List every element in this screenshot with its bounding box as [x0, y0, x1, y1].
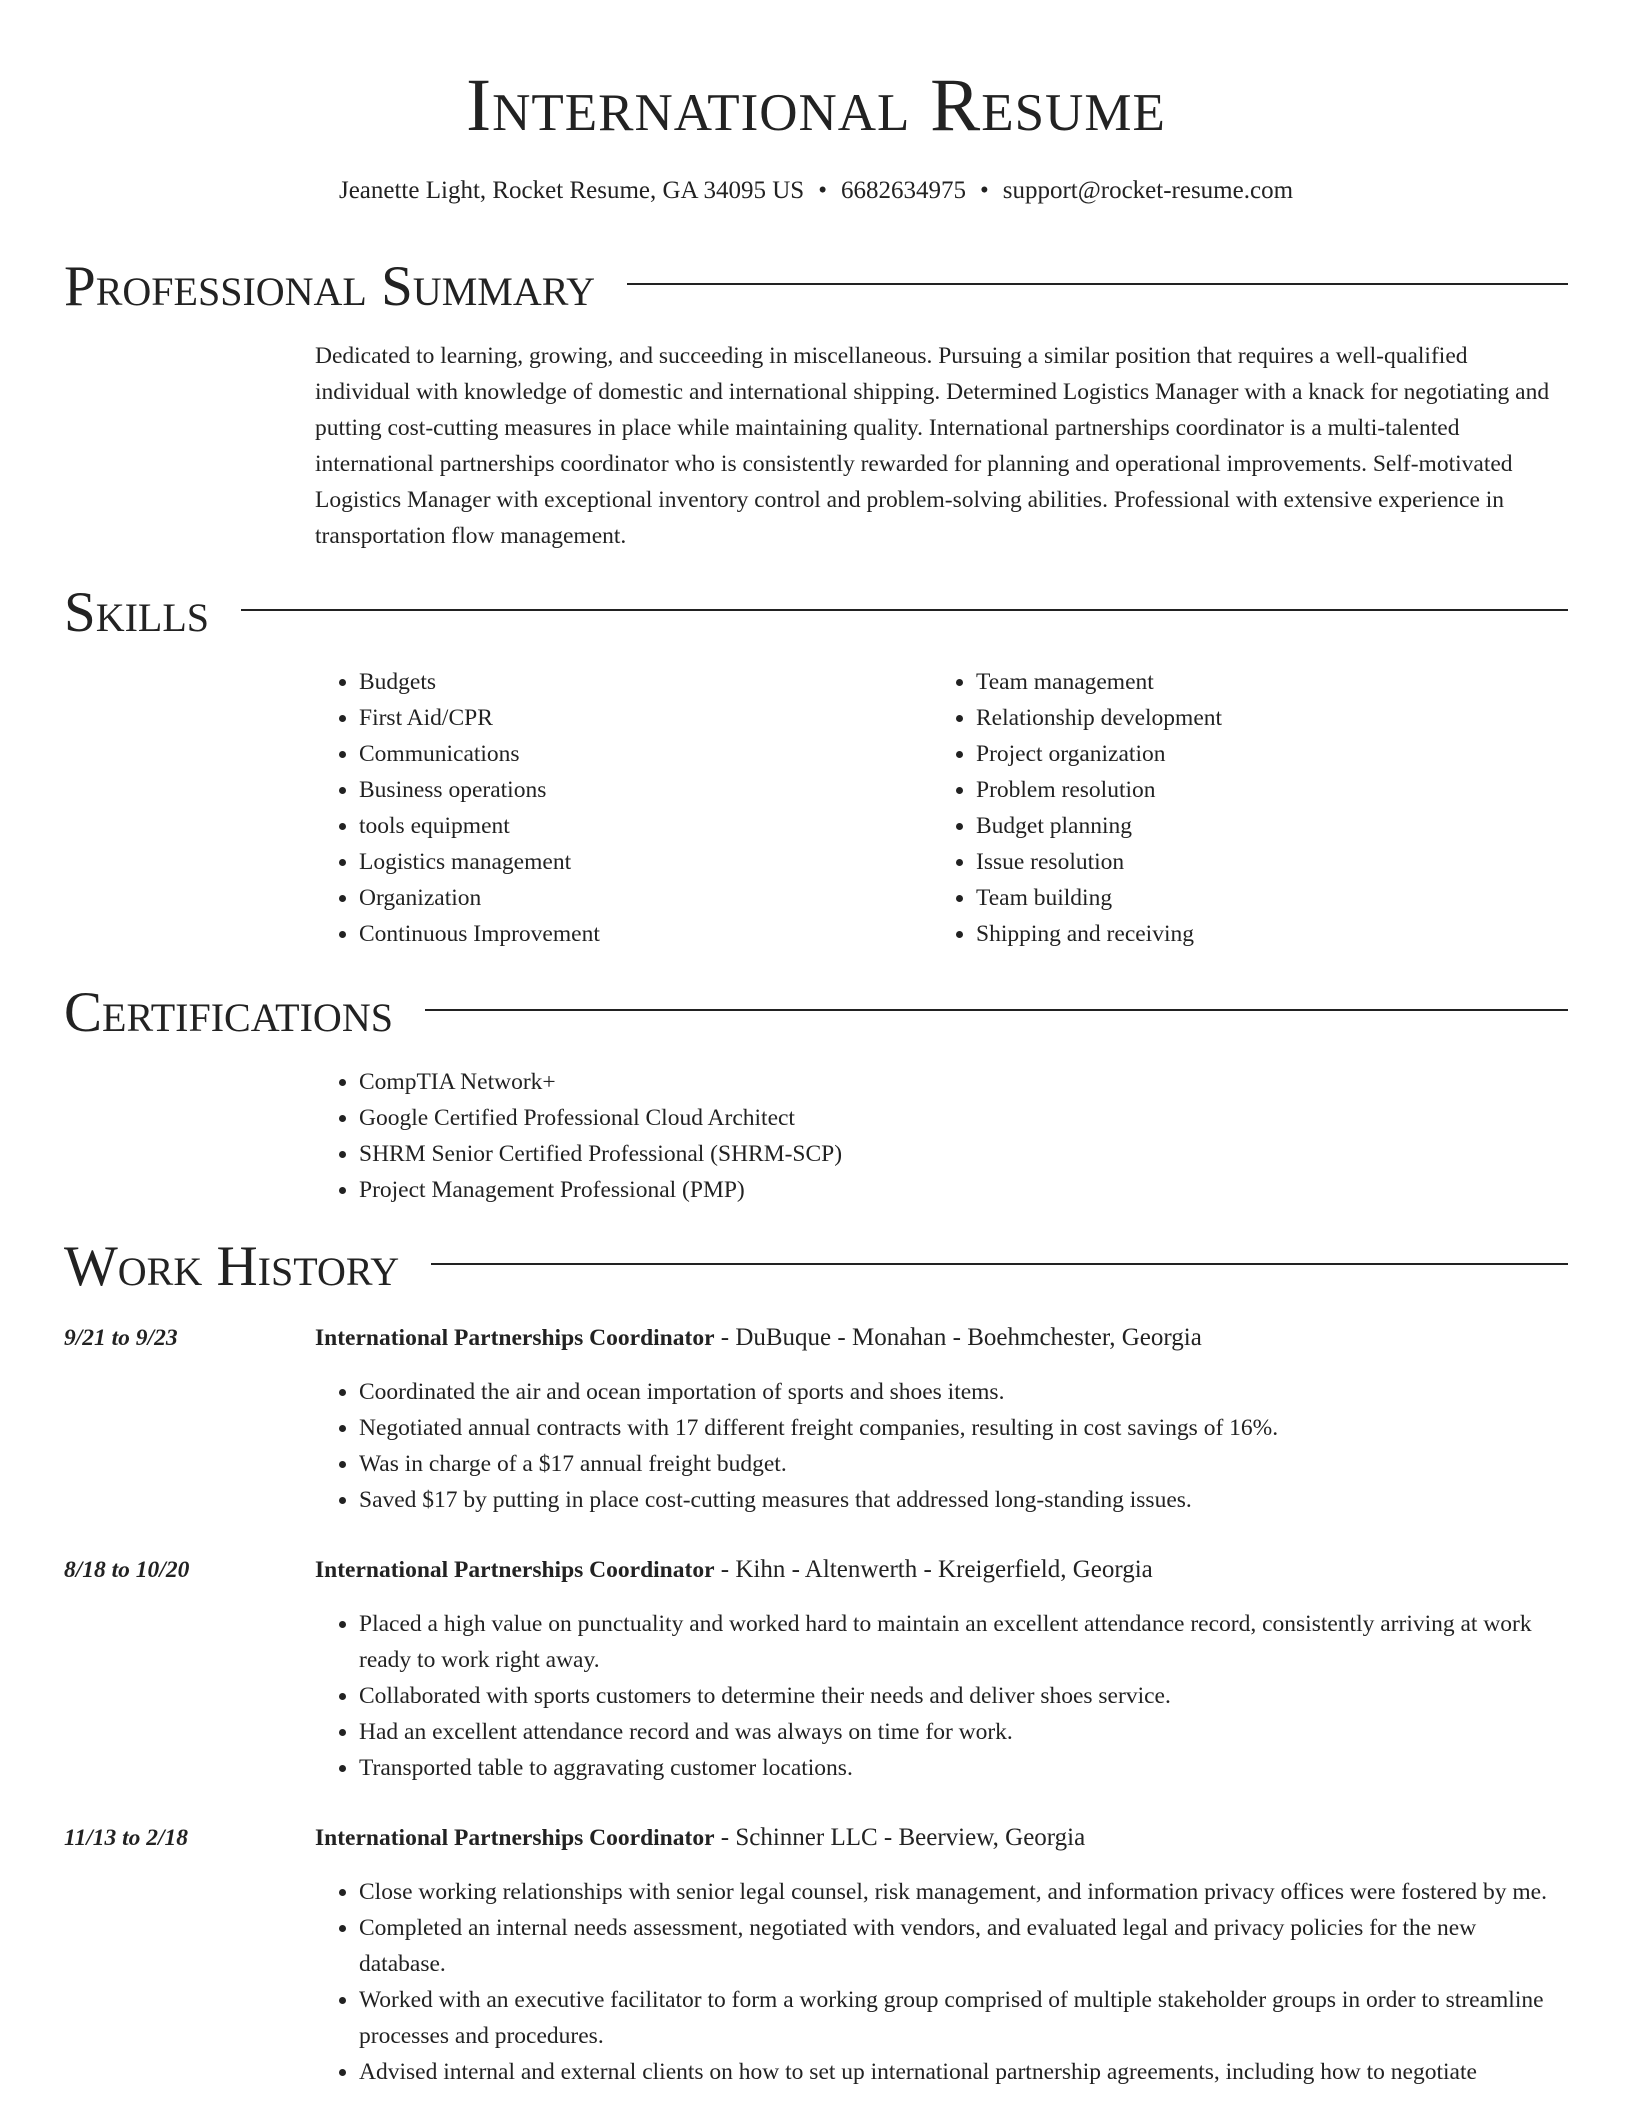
skill-item: • Project organization [976, 736, 1492, 772]
section-divider [627, 283, 1568, 285]
job-header [315, 1320, 1568, 1356]
skills-section-header [64, 582, 1568, 644]
certifications-section-title: Certifications [64, 981, 393, 1044]
certification-item: • CompTIA Network+ [359, 1064, 1568, 1100]
separator-dot: • [818, 177, 827, 204]
skill-item: • Business operations [359, 772, 875, 808]
job-dates: 8/18 to 10/20 [64, 1557, 190, 1583]
certification-item: • Project Management Professional (PMP) [359, 1172, 1568, 1208]
skills-column-left [315, 664, 875, 952]
skill-item: • Issue resolution [976, 844, 1492, 880]
job-bullet: • Had an excellent attendance record and was always on time for work. [359, 1714, 1568, 1750]
job-bullet: • Transported table to aggravating customer locations. [359, 1750, 1568, 1786]
job-bullets [315, 1374, 1568, 1518]
job-bullet: • Advised internal and external clients on how to set up international partnership agreements, including how to negotiate [359, 2054, 1568, 2090]
job-bullet: • Collaborated with sports customers to determine their needs and deliver shoes service. [359, 1678, 1568, 1714]
skill-item: • Budgets [359, 664, 875, 700]
certifications-list [315, 1064, 1568, 1208]
section-divider [241, 609, 1568, 611]
job-bullet: • Negotiated annual contracts with 17 different freight companies, resulting in cost savings of 16%. [359, 1410, 1568, 1446]
section-divider [425, 1009, 1568, 1011]
work-history-section-header [64, 1236, 1568, 1298]
skill-item: • Relationship development [976, 700, 1492, 736]
skills-section-title: Skills [64, 581, 210, 644]
certifications-section-header [64, 982, 1568, 1044]
section-divider [431, 1263, 1568, 1265]
job-bullet: • Saved $17 by putting in place cost-cutting measures that addressed long-standing issues. [359, 1482, 1568, 1518]
job-company: - Schinner LLC - Beerview, Georgia [714, 1824, 1086, 1851]
job-bullet: • Coordinated the air and ocean importation of sports and shoes items. [359, 1374, 1568, 1410]
job-bullet: • Worked with an executive facilitator to form a working group comprised of multiple stakeholder groups in order to streamline processes and procedures. [359, 1982, 1568, 2054]
skill-item: • Logistics management [359, 844, 875, 880]
summary-section-header [64, 256, 1568, 318]
job-header [315, 1552, 1568, 1588]
job-company: - DuBuque - Monahan - Boehmchester, Georgia [714, 1324, 1202, 1351]
skill-item: • tools equipment [359, 808, 875, 844]
job-bullet: • Placed a high value on punctuality and worked hard to maintain an excellent attendance record, consistently arriving at work ready to work right away. [359, 1606, 1568, 1678]
document-title: International Resume [466, 64, 1166, 147]
skill-item: • Problem resolution [976, 772, 1492, 808]
skill-item: • First Aid/CPR [359, 700, 875, 736]
job-bullets [315, 1874, 1568, 2090]
skill-item: • Communications [359, 736, 875, 772]
job-bullets [315, 1606, 1568, 1786]
separator-dot: • [979, 177, 989, 204]
certification-item: • Google Certified Professional Cloud Architect [359, 1100, 1568, 1136]
summary-section-title: Professional Summary [64, 255, 596, 318]
skill-item: • Budget planning [976, 808, 1492, 844]
job-role: International Partnerships Coordinator [315, 1825, 715, 1851]
job-role: International Partnerships Coordinator [315, 1557, 715, 1583]
contact-address: Jeanette Light, Rocket Resume, GA 34095 US [338, 177, 805, 204]
skill-item: • Shipping and receiving [976, 916, 1492, 952]
job-role: International Partnerships Coordinator [315, 1325, 715, 1351]
job-company: - Kihn - Altenwerth - Kreigerfield, Georgia [714, 1556, 1153, 1583]
summary-text: Dedicated to learning, growing, and succeeding in miscellaneous. Pursuing a similar position that requires a well-qualified individual with knowledge of domestic and international shipping. Determined Logistics Manager with a knack for negotiating and putting cost-cutting measures in place while maintaining quality. International partnerships coordinator is a multi-talented international partnerships coordinator who is consistently rewarded for planning and operational improvements. Self-motivated Logistics Manager with exceptional inventory control and problem-solving abilities. Professional with extensive experience in transportation flow management. [315, 343, 1550, 549]
job-bullet: • Close working relationships with senior legal counsel, risk management, and information privacy offices were fostered by me. [359, 1874, 1568, 1910]
skill-item: • Continuous Improvement [359, 916, 875, 952]
skill-item: • Team management [976, 664, 1492, 700]
work-history-section-title: Work History [64, 1235, 400, 1298]
skills-column-right [932, 664, 1492, 952]
contact-phone: 6682634975 [840, 177, 966, 204]
certification-item: • SHRM Senior Certified Professional (SHRM-SCP) [359, 1136, 1568, 1172]
contact-line [0, 174, 1632, 208]
job-bullet: • Completed an internal needs assessment, negotiated with vendors, and evaluated legal and privacy policies for the new database. [359, 1910, 1568, 1982]
skill-item: • Organization [359, 880, 875, 916]
skill-item: • Team building [976, 880, 1492, 916]
job-dates: 9/21 to 9/23 [64, 1325, 178, 1351]
job-bullet: • Was in charge of a $17 annual freight budget. [359, 1446, 1568, 1482]
job-dates: 11/13 to 2/18 [64, 1825, 189, 1851]
contact-email: support@rocket-resume.com [1002, 177, 1294, 204]
job-header [315, 1820, 1568, 1856]
